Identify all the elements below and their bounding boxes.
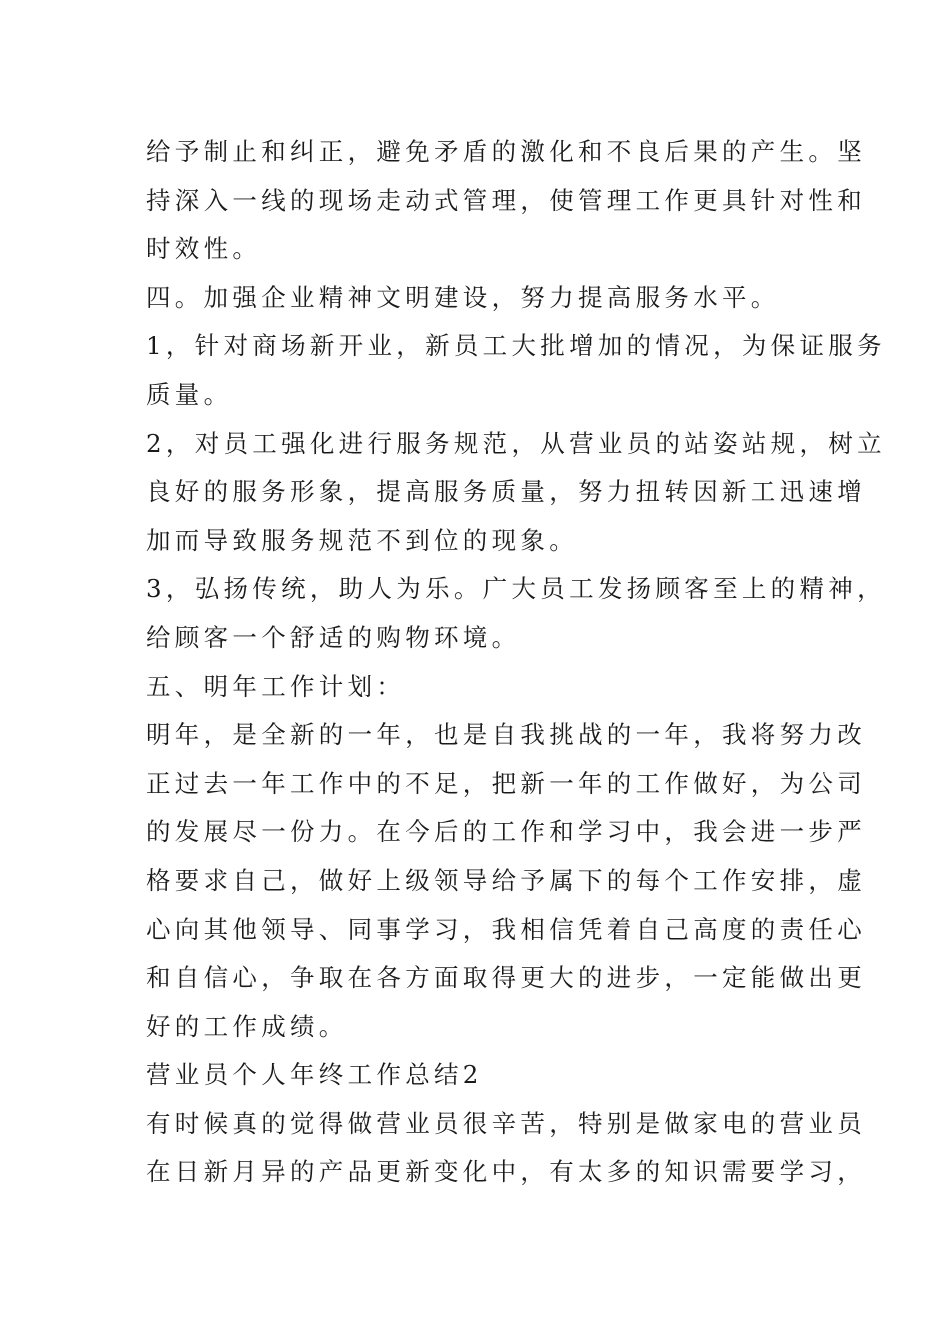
text-line: 给顾客一个舒适的购物环境。 xyxy=(146,622,521,652)
text-line: 和自信心，争取在各方面取得更大的进步，一定能做出更 xyxy=(146,963,866,993)
section-heading: 四。加强企业精神文明建设，努力提高服务水平。 xyxy=(146,282,780,312)
list-item: 2，对员工强化进行服务规范，从营业员的站姿站规，树立 xyxy=(146,428,886,458)
text-line: 良好的服务形象，提高服务质量，努力扭转因新工迅速增 xyxy=(146,477,866,507)
text-line: 有时候真的觉得做营业员很辛苦，特别是做家电的营业员 xyxy=(146,1108,866,1138)
list-item: 3，弘扬传统，助人为乐。广大员工发扬顾客至上的精神， xyxy=(146,574,886,604)
text-line: 给予制止和纠正，避免矛盾的激化和不良后果的产生。坚 xyxy=(146,137,866,166)
text-line: 正过去一年工作中的不足，把新一年的工作做好，为公司 xyxy=(146,768,866,798)
list-item: 1，针对商场新开业，新员工大批增加的情况，为保证服务 xyxy=(146,331,886,361)
text-line: 加而导致服务规范不到位的现象。 xyxy=(146,525,578,555)
text-line: 格要求自己，做好上级领导给予属下的每个工作安排，虚 xyxy=(146,865,866,895)
document-body xyxy=(146,128,886,1197)
text-line: 的发展尽一份力。在今后的工作和学习中，我会进一步严 xyxy=(146,817,866,847)
text-line: 明年，是全新的一年，也是自我挑战的一年，我将努力改 xyxy=(146,720,866,750)
text-line: 时效性。 xyxy=(146,234,262,264)
text-line: 好的工作成绩。 xyxy=(146,1011,348,1041)
text-line: 持深入一线的现场走动式管理，使管理工作更具针对性和 xyxy=(146,185,866,215)
document-title: 营业员个人年终工作总结2 xyxy=(146,1060,483,1090)
text-line: 在日新月异的产品更新变化中，有太多的知识需要学习， xyxy=(146,1157,866,1187)
text-line: 心向其他领导、同事学习，我相信凭着自己高度的责任心 xyxy=(146,914,866,944)
text-line: 质量。 xyxy=(146,379,233,409)
section-heading: 五、明年工作计划： xyxy=(146,671,406,701)
